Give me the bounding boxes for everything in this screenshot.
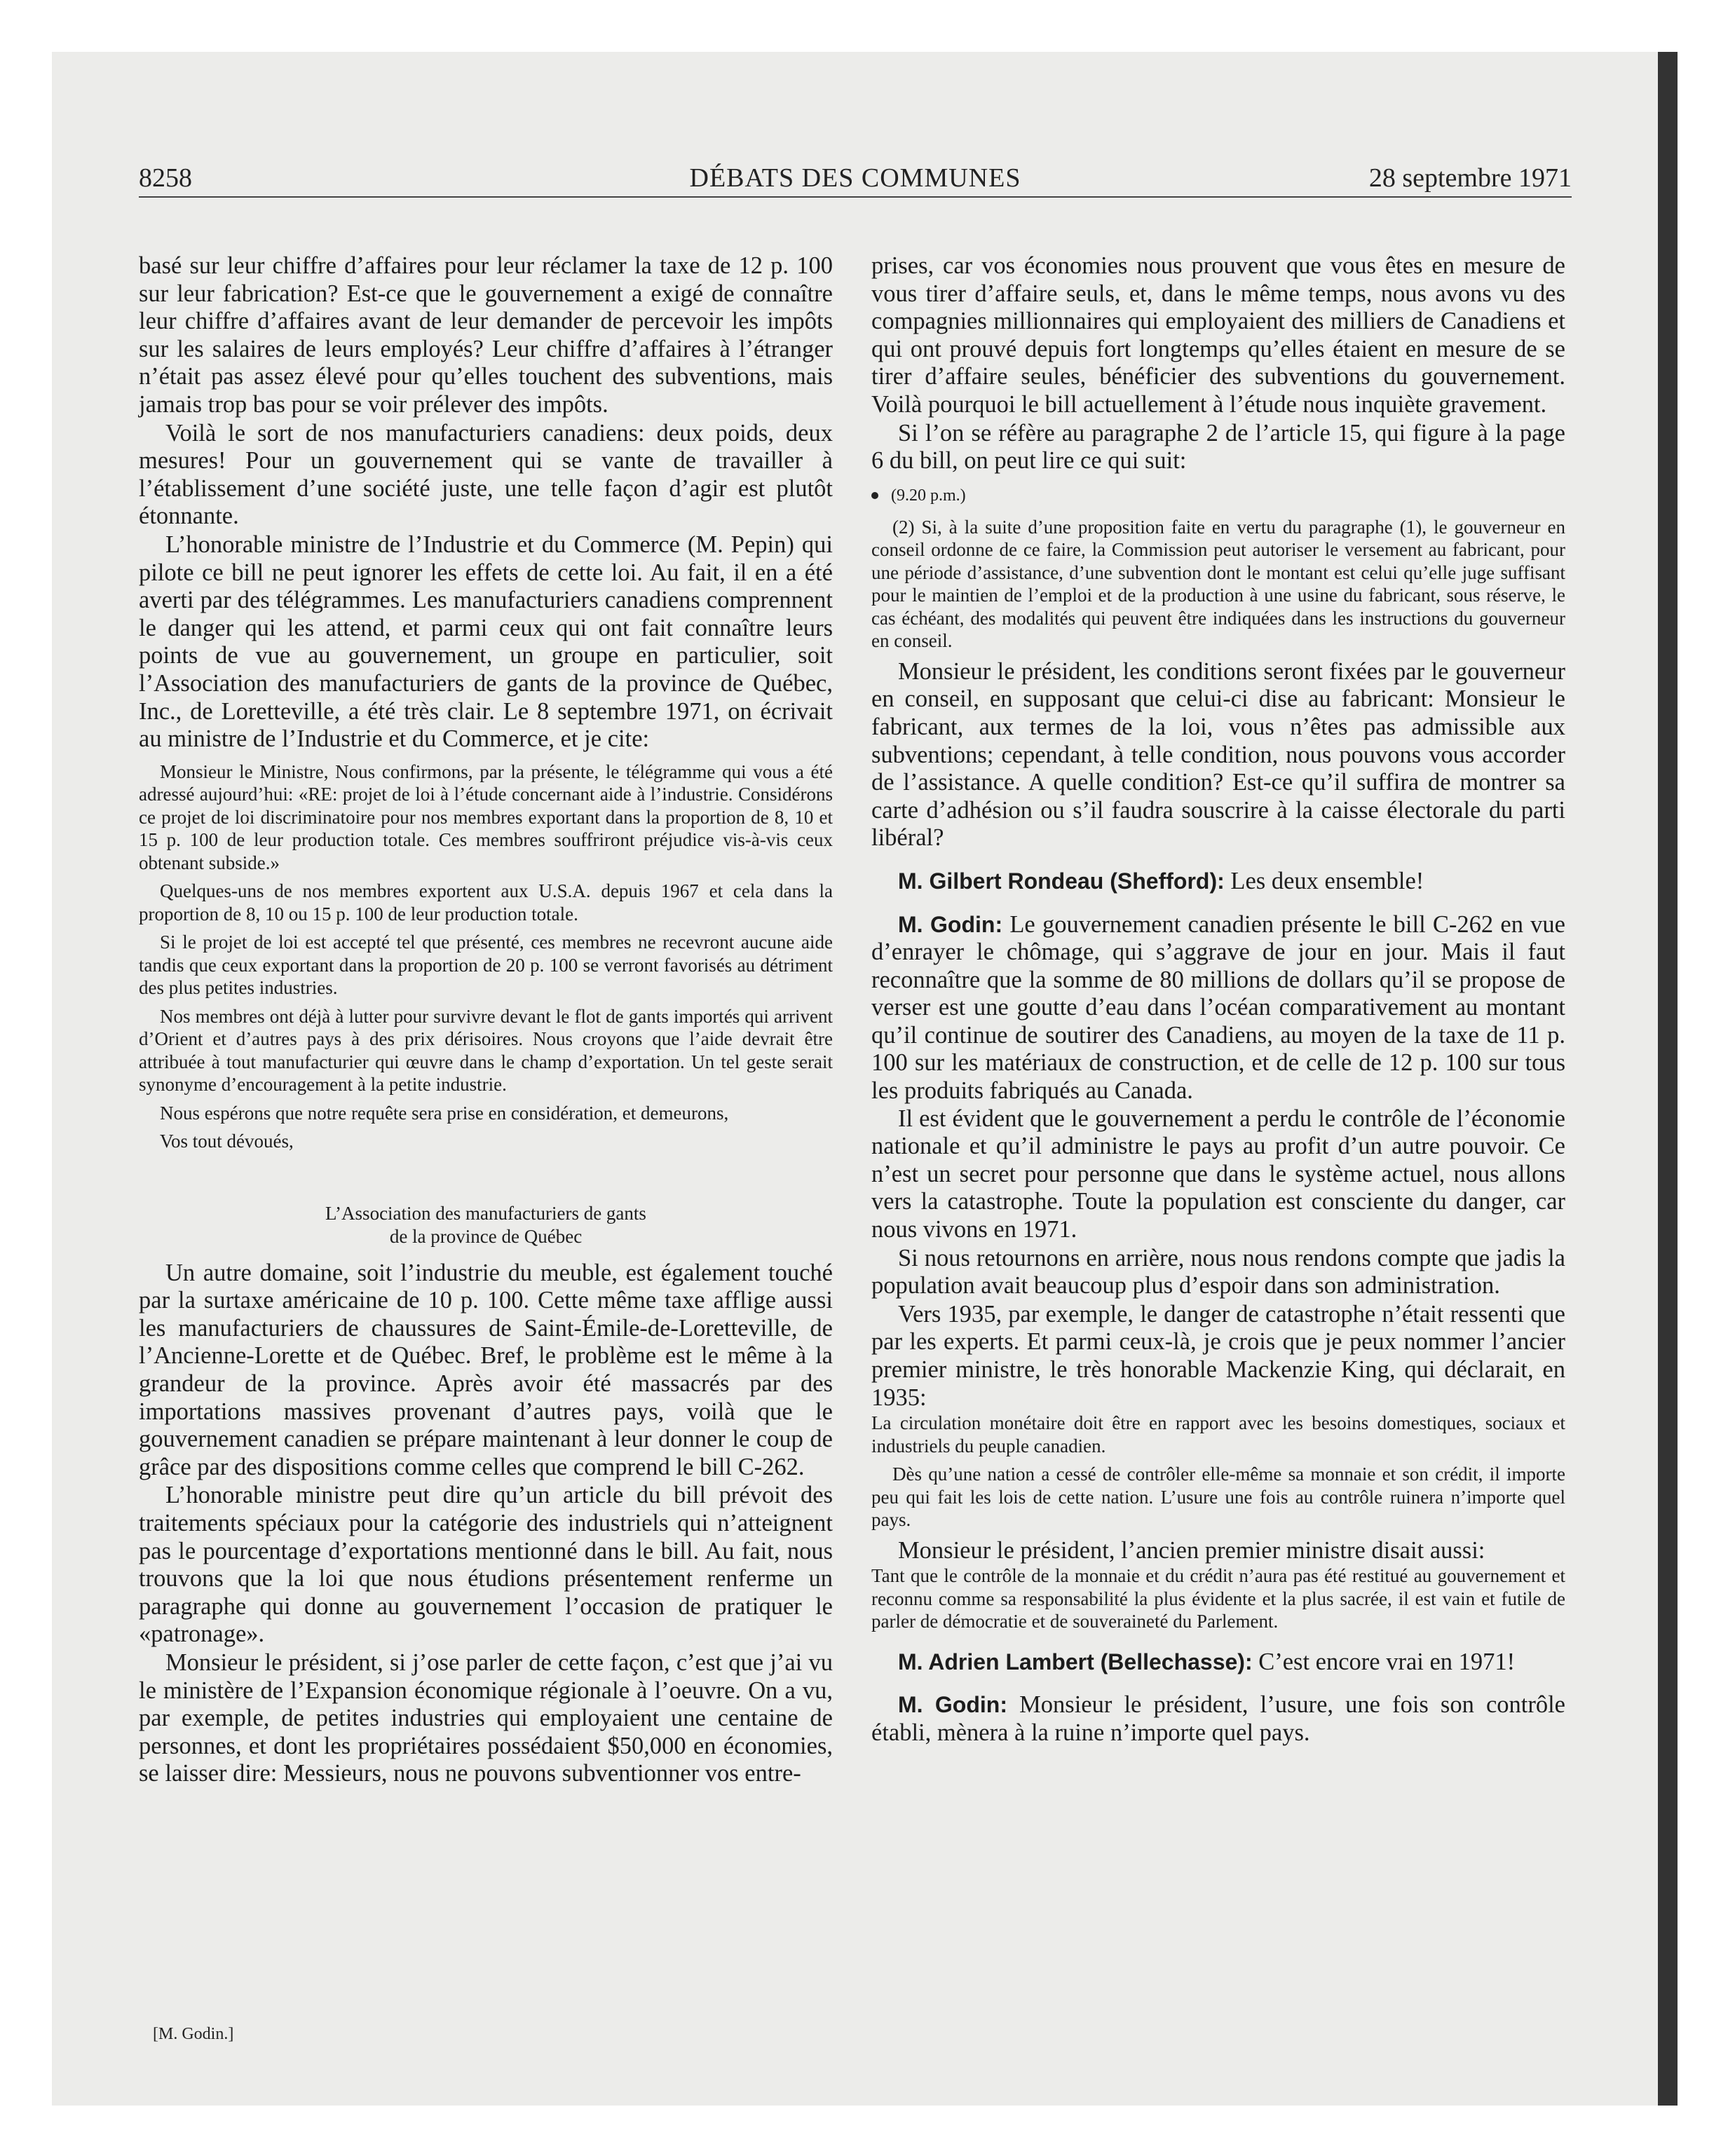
timestamp-text: (9.20 p.m.) xyxy=(891,486,966,505)
paragraph: Si l’on se réfère au paragraphe 2 de l’article 15, qui figure à la page 6 du bill, on peut lire ce qui suit: xyxy=(871,419,1565,475)
speech xyxy=(871,911,1565,1105)
header-rule xyxy=(139,196,1572,198)
speech xyxy=(871,868,1565,896)
paragraph: L’honorable ministre peut dire qu’un article du bill prévoit des traitements spéciaux pour la catégorie des industriels qui n’atteignent pas le pourcentage d’exportations mentionné dans le bill. Au fait, nous trouvons que la loi que nous étudions présentement renferme un paragraphe qui donne au gouvernement l’occasion de pratiquer le «patronage». xyxy=(139,1482,833,1648)
letter-closing: Vos tout dévoués, xyxy=(160,1131,294,1152)
speech-text: Le gouvernement canadien présente le bill C-262 en vue d’enrayer le chômage, qui s’aggrave de jour en jour. Mais il faut reconnaître que la somme de 80 millions de dollars qu’il se propose de verser est une goutte d’eau dans l’océan comparativement au montant qu’il continue de soutirer des Canadiens, au moyen de la taxe de 11 p. 100 sur les matériaux de construction, et de celle de 12 p. 100 sur tous les produits fabriqués au Canada. xyxy=(871,910,1565,1105)
speech-text: Monsieur le président, l’usure, une fois son contrôle établi, mènera à la ruine n’importe quel pays. xyxy=(871,1691,1565,1746)
publication-date: 28 septembre 1971 xyxy=(1368,163,1572,193)
quotation: (2) Si, à la suite d’une proposition faite en vertu du paragraphe (1), le gouverneur en conseil ordonne de ce faire, la Commission peut autoriser le versement au fabricant, pour une période d’assistance, d’une subvention dont le montant est celui qu’elle juge suffisant pour le maintien de l’emploi et de la production à une usine du fabricant, sous réserve, le cas échéant, des modalités qui peuvent être indiquées dans les instructions du gouverneur en conseil. xyxy=(871,516,1565,652)
letter-signature xyxy=(139,1202,833,1248)
paragraph: Voilà le sort de nos manufacturiers canadiens: deux poids, deux mesures! Pour un gouvernement qui se vante de travailler à l’établissement d’une société juste, une telle façon d’agir est plutôt étonnante. xyxy=(139,419,833,530)
speech xyxy=(871,1691,1565,1747)
speech xyxy=(871,1649,1565,1677)
signature-line: L’Association des manufacturiers de gants xyxy=(325,1202,646,1224)
quotation: Dès qu’une nation a cessé de contrôler elle-même sa monnaie et son crédit, il importe peu qui fait les lois de cette nation. L’usure une fois au contrôle ruinera n’importe quel pays. xyxy=(871,1464,1565,1531)
quotation: La circulation monétaire doit être en rapport avec les besoins domestiques, sociaux et industriels du peuple canadien. xyxy=(871,1412,1565,1456)
bullet-icon xyxy=(871,492,878,499)
speaker-name: M. Gilbert Rondeau (Shefford): xyxy=(898,868,1225,894)
paragraph: Il est évident que le gouvernement a perdu le contrôle de l’économie nationale et qu’il administre le pays au profit d’un autre pouvoir. Ce n’est un secret pour personne que dans le système actuel, nous allons vers la catastrophe. Toute la population est consciente du danger, car nous vivons en 1971. xyxy=(871,1105,1565,1243)
paragraph: Monsieur le président, l’ancien premier ministre disait aussi: xyxy=(898,1536,1485,1564)
paragraph: Vers 1935, par exemple, le danger de catastrophe n’était ressenti que par les experts. Et parmi ceux-là, je crois que je peux nommer l’ancier premier ministre, le très honorable Mackenzie King, qui déclarait, en 1935: xyxy=(871,1300,1565,1411)
speaker-name: M. Godin: xyxy=(898,911,1003,937)
right-column xyxy=(871,252,1565,1747)
page-number: 8258 xyxy=(139,163,192,193)
paragraph: Monsieur le président, si j’ose parler de cette façon, c’est que j’ai vu le ministère de l’Expansion économique régionale à l’oeuvre. On a vu, par exemple, de petites industries qui employaient une centaine de personnes, et dont les propriétaires possédaient $50,000 en économies, se laisser dire: Messieurs, nous ne pouvons subventionner vos entre- xyxy=(139,1649,833,1787)
scan-edge xyxy=(1658,52,1678,2106)
quotation: Nos membres ont déjà à lutter pour survivre devant le flot de gants importés qui arrivent d’Orient et d’autres pays à des prix dérisoires. Nous croyons que l’aide devrait être attribuée à tout manufacturier qui œuvre dans le champ d’exportation. Un tel geste serait synonyme d’encouragement à la petite industrie. xyxy=(139,1005,833,1096)
quotation: Quelques-uns de nos membres exportent aux U.S.A. depuis 1967 et cela dans la proportion de 8, 10 ou 15 p. 100 de leur production totale. xyxy=(139,880,833,925)
page-footer: [M. Godin.] xyxy=(153,2025,234,2043)
paragraph: Si nous retournons en arrière, nous nous rendons compte que jadis la population avait beaucoup plus d’espoir dans son administration. xyxy=(871,1244,1565,1299)
paragraph: Un autre domaine, soit l’industrie du meuble, est également touché par la surtaxe américaine de 10 p. 100. Cette même taxe afflige aussi les manufacturiers de chaussures de Saint-Émile-de-Loretteville, de l’Ancienne-Lorette et de Québec. Bref, le problème est le même à la grandeur de la province. Après avoir été massacrés par des importations massives provenant d’autres pays, voilà que le gouvernement canadien se prépare maintenant à leur donner le coup de grâce par des dispositions comme celles que comprend le bill C-262. xyxy=(139,1259,833,1480)
quotation: Monsieur le Ministre, Nous confirmons, par la présente, le télégramme qui vous a été adressé aujourd’hui: «RE: projet de loi à l’étude concernant aide à l’industrie. Considérons ce projet de loi discriminatoire pour nos membres exportant dans la proportion de 8, 10 et 15 p. 100 de leur production totale. Ces membres souffriront préjudice vis-à-vis ceux obtenant subside.» xyxy=(139,760,833,873)
speaker-name: M. Adrien Lambert (Bellechasse): xyxy=(898,1649,1253,1674)
publication-title: DÉBATS DES COMMUNES xyxy=(689,163,1021,193)
speaker-name: M. Godin: xyxy=(898,1692,1007,1718)
signature-line: de la province de Québec xyxy=(389,1225,583,1247)
speech-text: C’est encore vrai en 1971! xyxy=(1252,1648,1516,1675)
quotation: Si le projet de loi est accepté tel que présenté, ces membres ne recevront aucune aide tandis que ceux exportant dans la proportion de 20 p. 100 se verront favorisés au détriment des plus petites industries. xyxy=(139,932,833,999)
quotation: Nous espérons que notre requête sera prise en considération, et demeurons, xyxy=(160,1102,729,1124)
paragraph: Monsieur le président, les conditions seront fixées par le gouverneur en conseil, en supposant que celui-ci dise au fabricant: Monsieur le fabricant, aux termes de la loi, vous n’êtes pas admissible aux subventions; cependant, à telle condition, nous pouvons vous accorder de l’assistance. A quelle condition? Est-ce qu’il suffira de montrer sa carte d’adhésion ou s’il faudra souscrire à la caisse électorale du parti libéral? xyxy=(871,657,1565,852)
page-header xyxy=(139,163,1572,196)
timestamp xyxy=(871,485,1565,506)
left-column xyxy=(139,252,833,1788)
speech-text: Les deux ensemble! xyxy=(1224,867,1424,894)
paragraph: basé sur leur chiffre d’affaires pour leur réclamer la taxe de 12 p. 100 sur leur fabrication? Est-ce que le gouvernement a exigé de connaître leur chiffre d’affaires avant de leur demander de percevoir les impôts sur les salaires de leurs employés? Leur chiffre d’affaires à l’étranger n’était pas assez élevé pour qu’elles touchent des subventions, mais jamais trop bas pour se voir prélever des impôts. xyxy=(139,252,833,418)
paragraph: prises, car vos économies nous prouvent que vous êtes en mesure de vous tirer d’affaire seuls, et, dans le même temps, nous avons vu des compagnies millionnaires qui employaient des milliers de Canadiens et qui ont prouvé depuis fort longtemps qu’elles étaient en mesure de se tirer d’affaire seules, bénéficier des subventions du gouvernement. Voilà pourquoi le bill actuellement à l’étude nous inquiète gravement. xyxy=(871,252,1565,418)
quotation: Tant que le contrôle de la monnaie et du crédit n’aura pas été restitué au gouvernement et reconnu comme sa responsabilité la plus évidente et la plus sacrée, il est vain et futile de parler de démocratie et de souveraineté du Parlement. xyxy=(871,1565,1565,1632)
paragraph: L’honorable ministre de l’Industrie et du Commerce (M. Pepin) qui pilote ce bill ne peut ignorer les effets de cette loi. Au fait, il en a été averti par des télégrammes. Les manufacturiers canadiens comprennent le danger qui les attend, et parmi ceux qui ont fait connaître leurs points de vue au gouvernement, un groupe en particulier, soit l’Association des manufacturiers de gants de la province de Québec, Inc., de Loretteville, a été très clair. Le 8 septembre 1971, on écrivait au ministre de l’Industrie et du Commerce, et je cite: xyxy=(139,531,833,753)
